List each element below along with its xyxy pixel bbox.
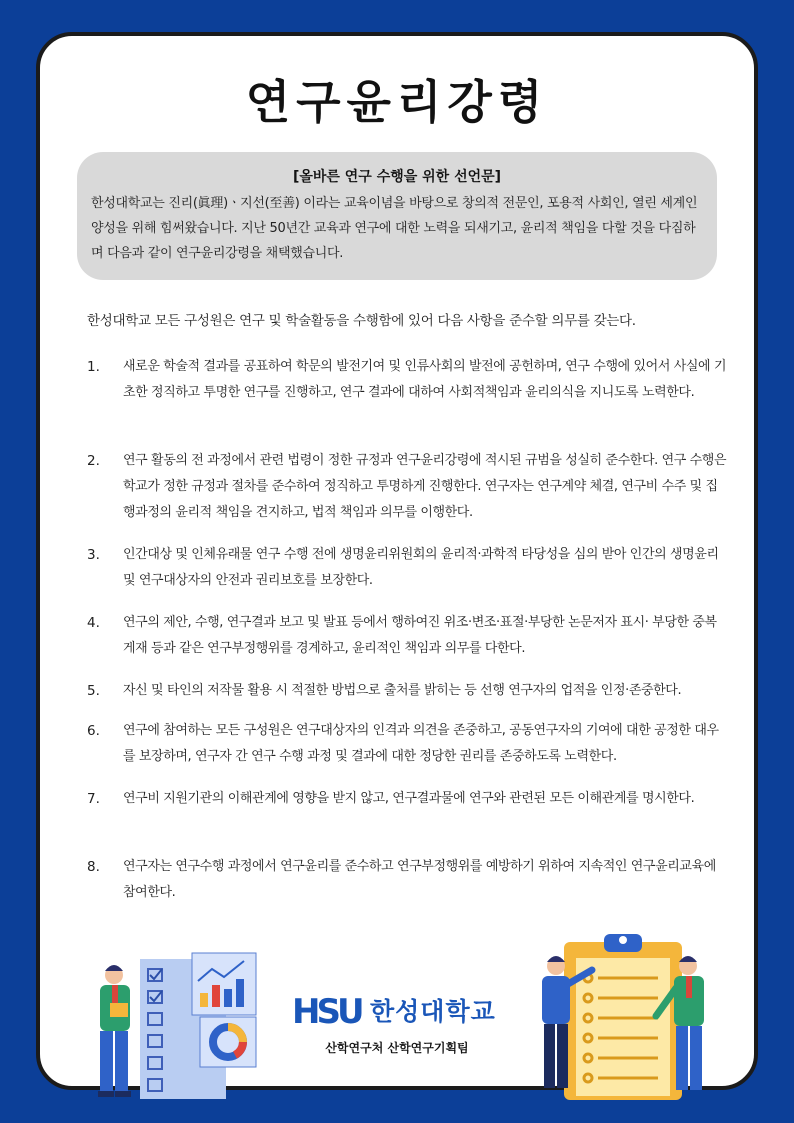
declaration-heading: [올바른 연구 수행을 위한 선언문] <box>292 169 502 185</box>
item-text: 인간대상 및 인체유래물 연구 수행 전에 생명윤리위원회의 윤리적·과학적 타당성을 심의 받아 인간의 생명윤리 및 연구대상자의 안전과 권리보호를 보장한다. <box>123 547 719 588</box>
item-text: 연구에 참여하는 모든 구성원은 연구대상자의 인격과 의견을 존중하고, 공동연구자의 기여에 대한 공정한 대우를 보장하며, 연구자 간 연구 수행 과정 및 결과에 대한 정당한 권리를 존중하도록 노력한다. <box>123 723 719 764</box>
item-text: 연구비 지원기관의 이해관계에 영향을 받지 않고, 연구결과물에 연구와 관련된 모든 이해관계를 명시한다. <box>123 791 695 806</box>
hsu-logo-mark <box>292 990 366 1030</box>
ethics-list <box>87 354 727 906</box>
item-number: 2. <box>87 453 100 469</box>
item-text: 연구의 제안, 수행, 연구결과 보고 및 발표 등에서 행하여진 위조·변조·표절·부당한 논문저자 표시· 부당한 중복게재 등과 같은 연구부정행위를 경계하고, 윤리적인 책임과 의무를 다한다. <box>123 615 717 656</box>
intro-paragraph: 한성대학교 모든 구성원은 연구 및 학술활동을 수행함에 있어 다음 사항을 준수할 의무를 갖는다. <box>87 313 636 329</box>
university-name: 한성대학교 <box>370 997 496 1026</box>
item-number: 7. <box>87 791 100 807</box>
item-text: 자신 및 타인의 저작물 활용 시 적절한 방법으로 출처를 밝히는 등 선행 연구자의 업적을 인정·존중한다. <box>123 683 682 698</box>
declaration-box <box>77 152 717 280</box>
item-number: 6. <box>87 723 100 739</box>
item-number: 8. <box>87 859 100 875</box>
list-item <box>87 448 727 542</box>
list-item <box>87 610 727 678</box>
list-item <box>87 854 727 906</box>
item-number: 5. <box>87 683 100 699</box>
item-number: 1. <box>87 359 100 375</box>
item-text: 연구 활동의 전 과정에서 관련 법령이 정한 규정과 연구윤리강령에 적시된 규범을 성실히 준수한다. 연구 수행은 학교가 정한 규정과 절차를 준수하여 정직하고 투명하게 진행한다. 연구자는 연구계약 체결, 연구비 수주 및 집행과정의 윤리적 책임을 견지하고, 법적 책임과 의무를 이행한다. <box>123 453 727 520</box>
declaration-body: 한성대학교는 진리(眞理)ㆍ지선(至善) 이라는 교육이념을 바탕으로 창의적 전문인, 포용적 사회인, 열린 세계인 양성을 위해 힘써왔습니다. 지난 50년간 교육과 연구에 대한 노력을 되새기고, 윤리적 책임을 다할 것을 다짐하며 다음과 같이 연구윤리강령을 채택했습니다. <box>91 196 698 261</box>
list-item <box>87 542 727 610</box>
list-item <box>87 678 727 718</box>
left-illustration <box>88 945 268 1105</box>
item-number: 3. <box>87 547 100 563</box>
list-item <box>87 786 727 854</box>
right-illustration <box>538 928 718 1103</box>
university-logo <box>292 990 512 1030</box>
page-title: 연구윤리강령 <box>245 75 549 129</box>
list-item <box>87 718 727 786</box>
item-text: 연구자는 연구수행 과정에서 연구윤리를 준수하고 연구부정행위를 예방하기 위하여 지속적인 연구윤리교육에 참여한다. <box>123 859 716 900</box>
list-item <box>87 354 727 448</box>
item-text: 새로운 학술적 결과를 공표하여 학문의 발전기여 및 인류사회의 발전에 공헌하며, 연구 수행에 있어서 사실에 기초한 정직하고 투명한 연구를 진행하고, 연구 결과에 대하여 사회적책임과 윤리의식을 지니도록 노력한다. <box>123 359 727 400</box>
item-number: 4. <box>87 615 100 631</box>
department-label: 산학연구처 산학연구기획팀 <box>325 1041 469 1055</box>
hsu-logo-letters: HSU <box>292 992 361 1030</box>
